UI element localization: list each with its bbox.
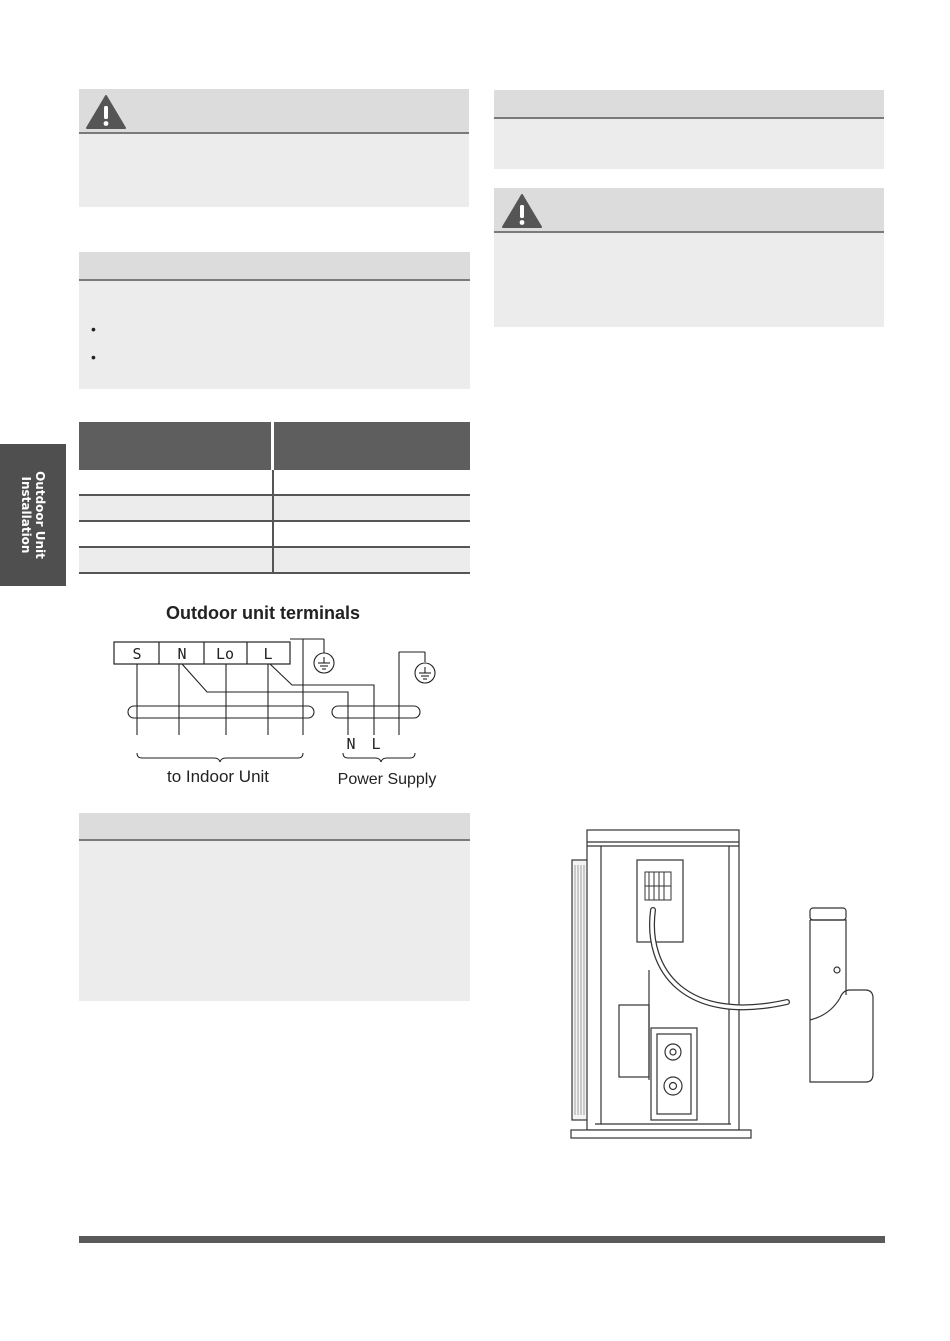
table-cell (273, 521, 471, 547)
spec-table (79, 422, 470, 574)
note-box-bullets (79, 252, 470, 389)
section-side-tab-label: Outdoor Unit Installation (19, 471, 47, 559)
ground-symbol-icon (415, 663, 435, 683)
diagram-title: Outdoor unit terminals (165, 603, 361, 623)
table-row (79, 495, 470, 521)
warning-box-right (494, 188, 884, 327)
section-side-tab (0, 444, 66, 586)
indoor-brace (137, 753, 303, 762)
terminal-label-s: S (132, 645, 142, 663)
table-cell (273, 470, 471, 495)
bullet-2: • (91, 349, 96, 365)
table-row (79, 470, 470, 495)
indoor-cable-sheath (128, 706, 314, 718)
supply-cable-sheath (332, 706, 420, 718)
ground-symbol-icon (314, 653, 334, 673)
spec-table-header-col-1 (79, 422, 273, 470)
table-row (79, 547, 470, 573)
indoor-caption: to Indoor Unit (166, 767, 270, 786)
outdoor-unit-illustration (565, 820, 885, 1150)
bullet-1: • (91, 321, 96, 337)
supply-label-n: N (346, 735, 356, 753)
table-cell (79, 495, 273, 521)
table-cell (79, 547, 273, 573)
warning-triangle-icon (501, 193, 543, 229)
warning-triangle-icon (85, 94, 127, 130)
note-box-right-header (494, 90, 884, 119)
note-box-bottom (79, 813, 470, 1001)
terminal-wiring-diagram (100, 595, 460, 795)
terminal-label-lo: Lo (215, 645, 235, 663)
spec-table-header-row (79, 422, 470, 470)
supply-caption: Power Supply (337, 771, 437, 788)
table-cell (79, 470, 273, 495)
note-box-bullets-header (79, 252, 470, 281)
warning-box-right-header (494, 188, 884, 233)
spec-table-header-col-2 (273, 422, 471, 470)
supply-label-l: L (371, 735, 381, 753)
terminal-label-n: N (177, 645, 187, 663)
supply-brace (343, 753, 415, 762)
table-cell (79, 521, 273, 547)
note-box-bottom-header (79, 813, 470, 841)
table-cell (273, 495, 471, 521)
table-row (79, 521, 470, 547)
table-cell (273, 547, 471, 573)
footer-rule (79, 1236, 885, 1243)
warning-box-left (79, 89, 469, 207)
warning-box-left-header (79, 89, 469, 134)
terminal-label-l: L (263, 645, 273, 663)
note-box-right (494, 90, 884, 169)
